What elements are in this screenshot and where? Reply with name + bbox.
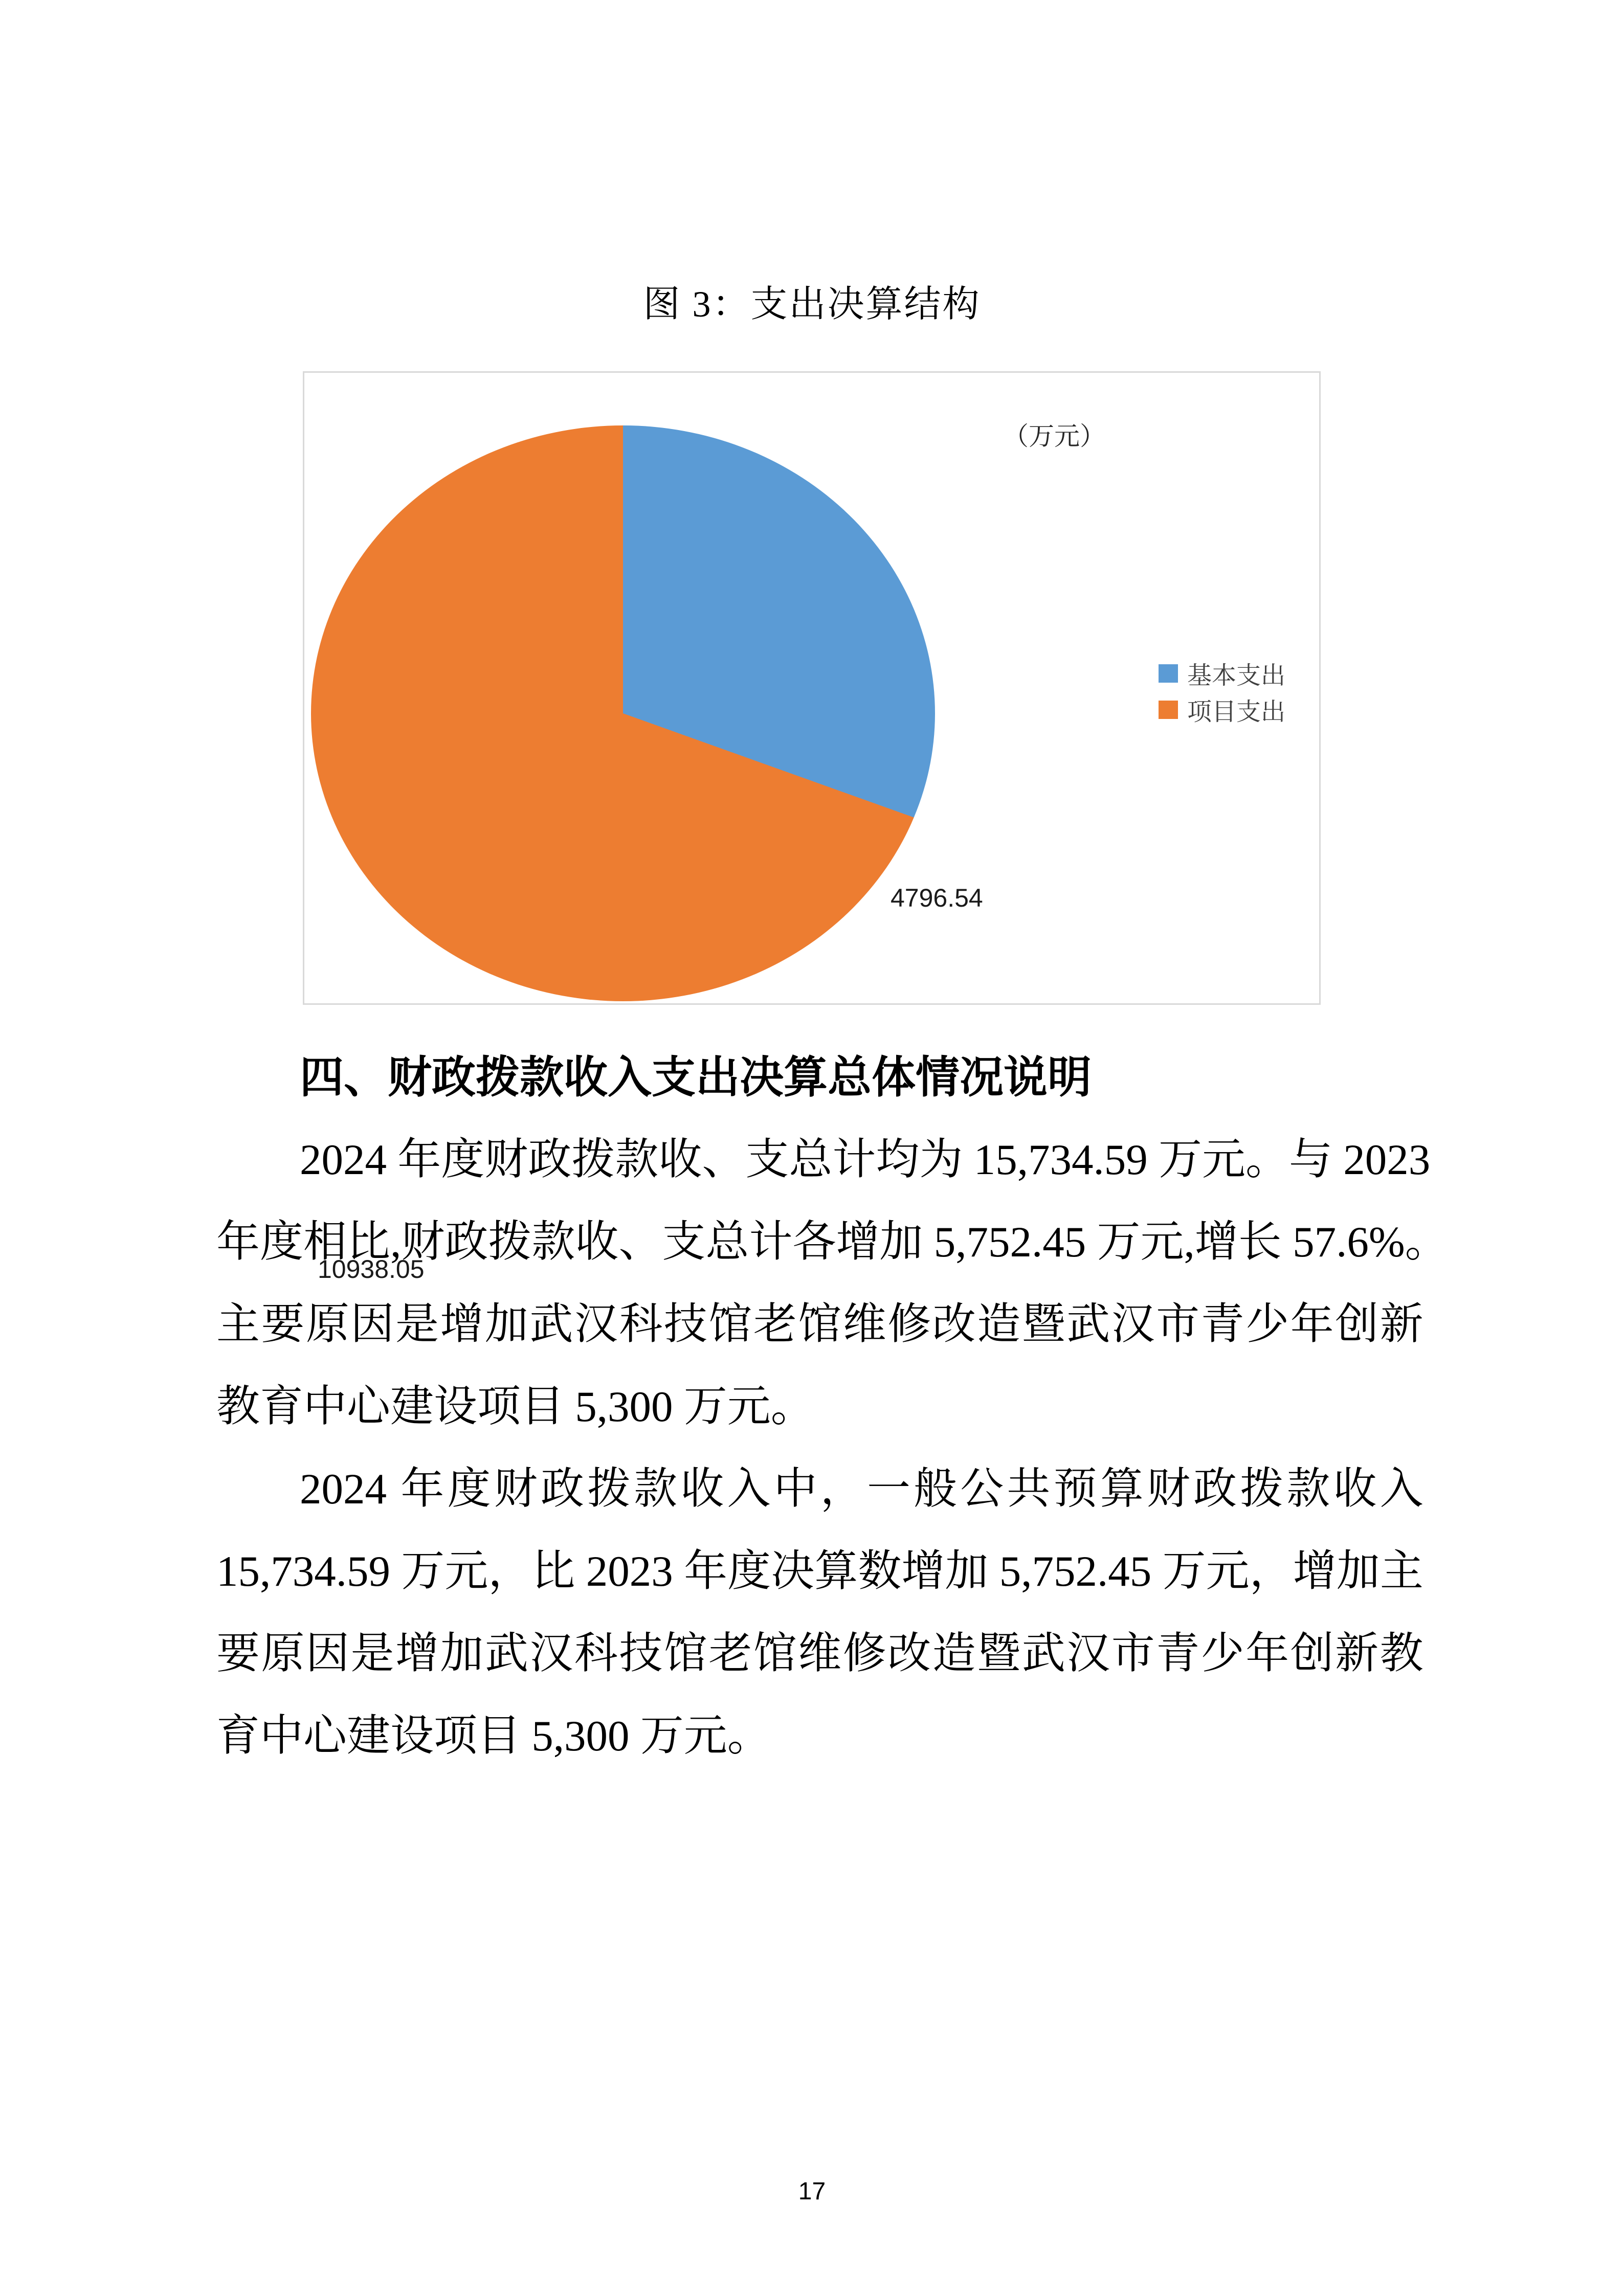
paragraph-line: 主 要 原 因 是 增 加 武 汉 科 技 馆 老 馆 维 修 改 造 暨 武 汉 市 青 少 年 创 新 — [216, 1300, 1423, 1348]
figure-title: 图 3：支出决算结构 — [643, 284, 981, 325]
paragraph-line: 2024 年 度 财 政 拨 款 收 、 支 总 计 均 为 15,734.59 万 元 。 与 2023 — [300, 1136, 1431, 1184]
legend-label-project: 项目支出 — [1187, 699, 1286, 726]
value-label-basic: 4796.54 — [891, 884, 983, 912]
legend-swatch-basic-icon — [1159, 664, 1178, 683]
page-number: 17 — [798, 2178, 826, 2205]
paragraph-line: 育中心建设项目 5,300 万元。 — [216, 1712, 771, 1760]
section-heading: 四、财政拨款收入支出决算总体情况说明 — [300, 1053, 1092, 1102]
pie — [311, 425, 935, 1001]
paragraph-line: 15,734.59 万 元 ， 比 2023 年 度 决 算 数 增 加 5,752.45 万 元 ， 增 加 主 — [216, 1547, 1423, 1595]
unit-label: （万元） — [1003, 422, 1105, 451]
legend-swatch-project-icon — [1159, 701, 1178, 719]
paragraph-line: 年 度 相 比 , 财 政 拨 款 收 、 支 总 计 各 增 加 5,752.45 万 元 , 增 长 57.6% 。 — [216, 1218, 1449, 1266]
legend-item-project — [1159, 691, 1312, 728]
value-label-project: 10938.05 — [318, 1255, 425, 1284]
legend-label-basic: 基本支出 — [1187, 662, 1286, 689]
legend — [1159, 655, 1312, 728]
paragraph-line: 2024 年 度 财 政 拨 款 收 入 中 ， 一 般 公 共 预 算 财 政 拨 款 收 入 — [300, 1465, 1423, 1513]
legend-item-basic — [1159, 655, 1312, 691]
paragraph-line: 教育中心建设项目 5,300 万元。 — [216, 1383, 814, 1431]
paragraph-line: 要 原 因 是 增 加 武 汉 科 技 馆 老 馆 维 修 改 造 暨 武 汉 市 青 少 年 创 新 教 — [216, 1630, 1423, 1678]
